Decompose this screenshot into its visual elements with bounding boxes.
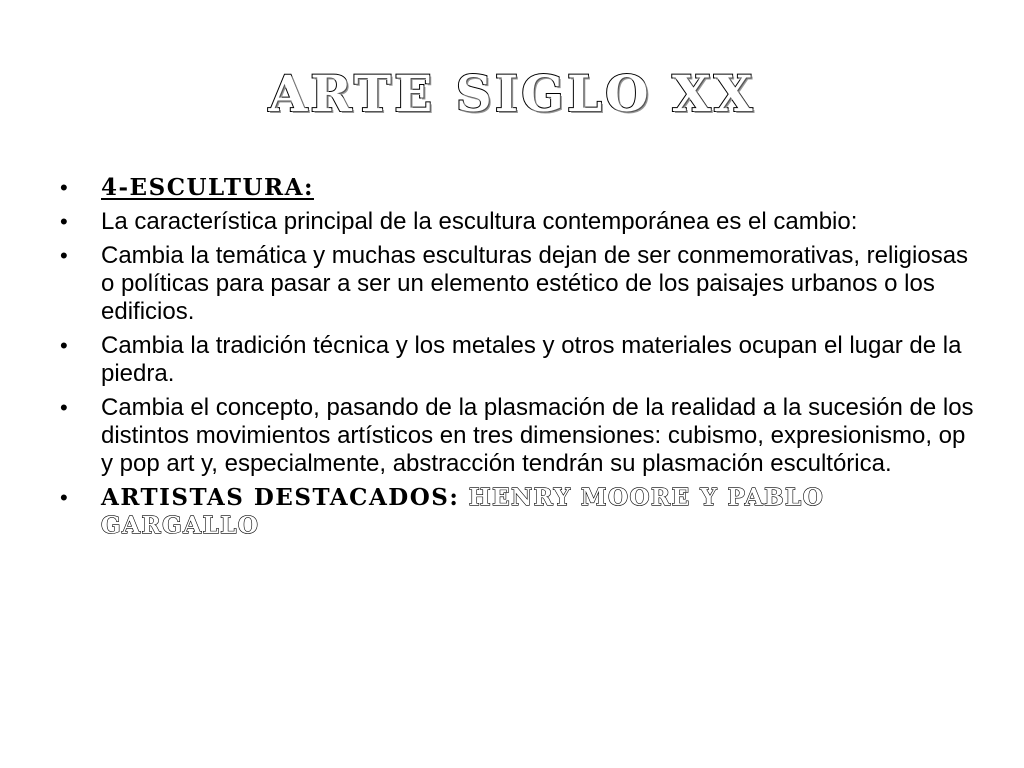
bullet-item-heading bbox=[58, 174, 978, 202]
bullet-icon: • bbox=[60, 209, 68, 234]
bullet-icon: • bbox=[60, 395, 68, 420]
artists-label: ARTISTAS DESTACADOS: bbox=[101, 484, 460, 511]
bullet-text: Cambia el concepto, pasando de la plasmación de la realidad a la sucesión de los distintos movimientos artísticos en tres dimensiones: cubismo, expresionismo, op y pop art y, especialmente, abstracción tendrán su plasmación escultórica. bbox=[101, 394, 974, 477]
bullet-text: La característica principal de la escultura contemporánea es el cambio: bbox=[101, 208, 858, 235]
bullet-list bbox=[58, 174, 978, 546]
bullet-item bbox=[58, 208, 978, 236]
bullet-item bbox=[58, 242, 978, 326]
artists-names: HENRY MOORE Y PABLO GARGALLO bbox=[101, 484, 825, 539]
bullet-icon: • bbox=[60, 243, 68, 268]
bullet-item bbox=[58, 332, 978, 388]
slide-title: ARTE SIGLO XX bbox=[268, 64, 756, 123]
bullet-item-artists bbox=[58, 484, 978, 540]
bullet-text: Cambia la tradición técnica y los metales y otros materiales ocupan el lugar de la piedra. bbox=[101, 332, 962, 387]
bullet-icon: • bbox=[60, 175, 68, 200]
bullet-text: Cambia la temática y muchas esculturas dejan de ser conmemorativas, religiosas o políticas para pasar a ser un elemento estético de los paisajes urbanos o los edificios. bbox=[101, 242, 969, 325]
bullet-item bbox=[58, 394, 978, 478]
bullet-icon: • bbox=[60, 485, 68, 510]
bullet-icon: • bbox=[60, 333, 68, 358]
section-heading: 4-ESCULTURA: bbox=[101, 174, 314, 201]
